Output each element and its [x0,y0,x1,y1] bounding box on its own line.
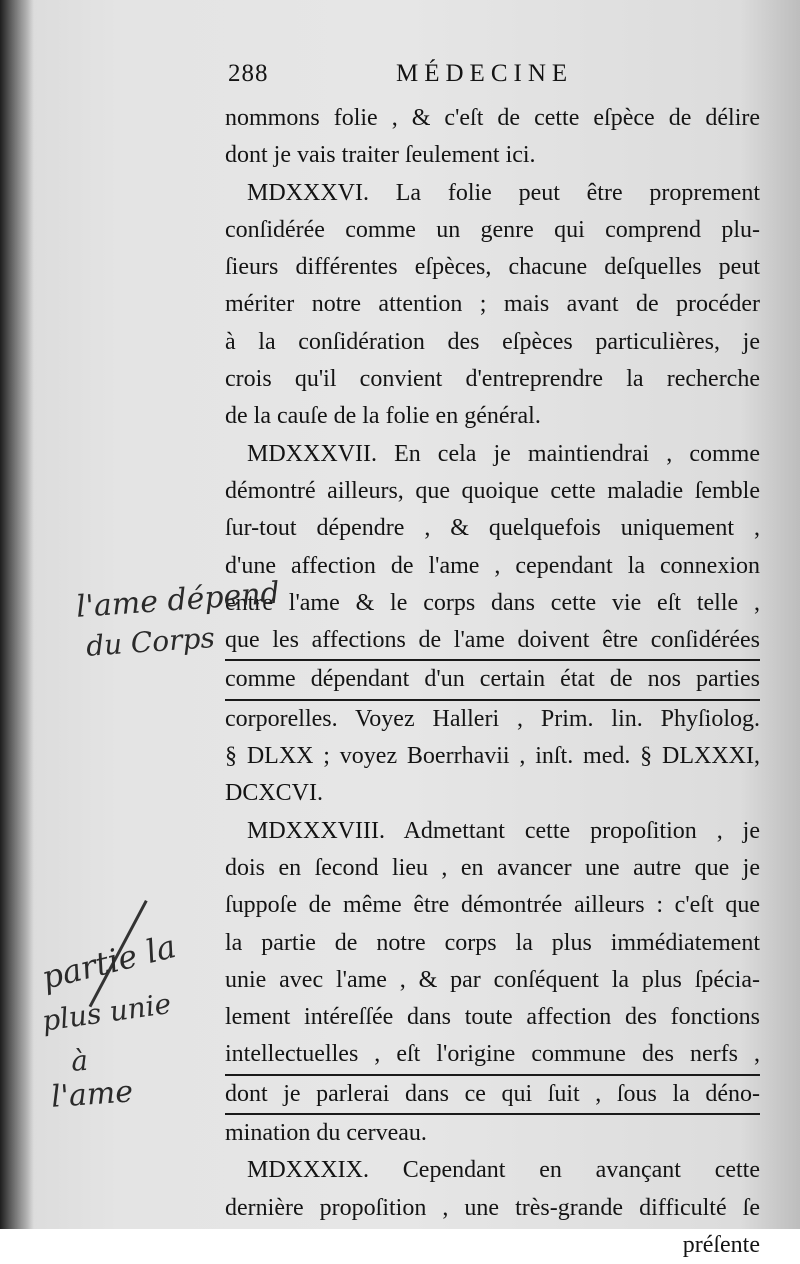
paragraph-start-line: MDXXXIX. Cependant en avançant cette [247,1157,760,1184]
running-head [228,60,758,100]
underlined-text-line: que les affections de l'ame doivent être conſidérées [225,622,760,661]
text-line: unie avec l'ame , & par conſéquent la plus ſpécia- [225,966,760,993]
text-line: dont je vais traiter ſeulement ici. [225,142,536,169]
text-line: lement intéreſſée dans toute affection des fonctions [225,1004,760,1031]
underlined-text-line: intellectuelles , eſt l'origine commune des nerfs , [225,1036,760,1075]
book-spine-shadow [0,0,34,1229]
text-line: dernière propoſition , une très-grande difficulté ſe [225,1194,760,1221]
text-line: nommons folie , & c'eſt de cette eſpèce de délire [225,105,760,131]
text-line: ſuppoſe de même être démontrée ailleurs : c'eſt que [225,892,760,919]
text-line: la partie de notre corps la plus immédiatement [225,929,760,956]
text-line: démontré ailleurs, que quoique cette maladie ſemble [225,477,760,504]
catchword: préſente [682,1231,760,1258]
handwritten-note: du Corps [85,621,216,663]
underlined-text-line: comme dépendant d'un certain état de nos parties [225,661,760,700]
text-line: mériter notre attention ; mais avant de procéder [225,291,760,318]
paragraph-start-line: MDXXXVI. La folie peut être proprement [247,179,760,206]
text-line: d'une affection de l'ame , cependant la connexion [225,552,760,579]
handwritten-note: plus unie [40,986,174,1038]
text-line: ſieurs différentes eſpèces, chacune deſquelles peut [225,254,760,281]
text-line: ſur-tout dépendre , & quelquefois uniquement , [225,515,760,542]
text-line: mination du cerveau. [225,1120,427,1147]
text-line: § DLXX ; voyez Boerrhavii , inſt. med. § DLXXXI, [225,743,760,770]
text-line: dois en ſecond lieu , en avancer une autre que je [225,854,760,881]
handwritten-note: l'ame dépend [75,575,281,625]
paragraph-start-line: MDXXXVIII. Admettant cette propoſition , je [247,817,760,844]
underlined-text-line: dont je parlerai dans ce qui ſuit , ſous la déno- [225,1076,760,1115]
handwritten-note: à [70,1043,89,1078]
text-line: à la conſidération des eſpèces particulières, je [225,328,760,355]
paragraph-start-line: MDXXXVII. En cela je maintiendrai , comme [247,440,760,467]
page-number: 288 [228,60,269,87]
text-line: de la cauſe de la folie en général. [225,403,541,430]
text-line: corporelles. Voyez Halleri , Prim. lin. Phyſiolog. [225,705,760,732]
text-line: crois qu'il convient d'entreprendre la recherche [225,366,760,393]
running-title: MÉDECINE [396,60,574,87]
text-line: conſidérée comme un genre qui comprend plu- [225,216,760,243]
handwritten-note: partie la [38,927,180,997]
handwritten-note: l'ame [50,1074,135,1115]
text-line: DCXCVI. [225,780,324,807]
body-text [225,100,760,1264]
text-line: entre l'ame & le corps dans cette vie eſt telle , [225,589,760,616]
